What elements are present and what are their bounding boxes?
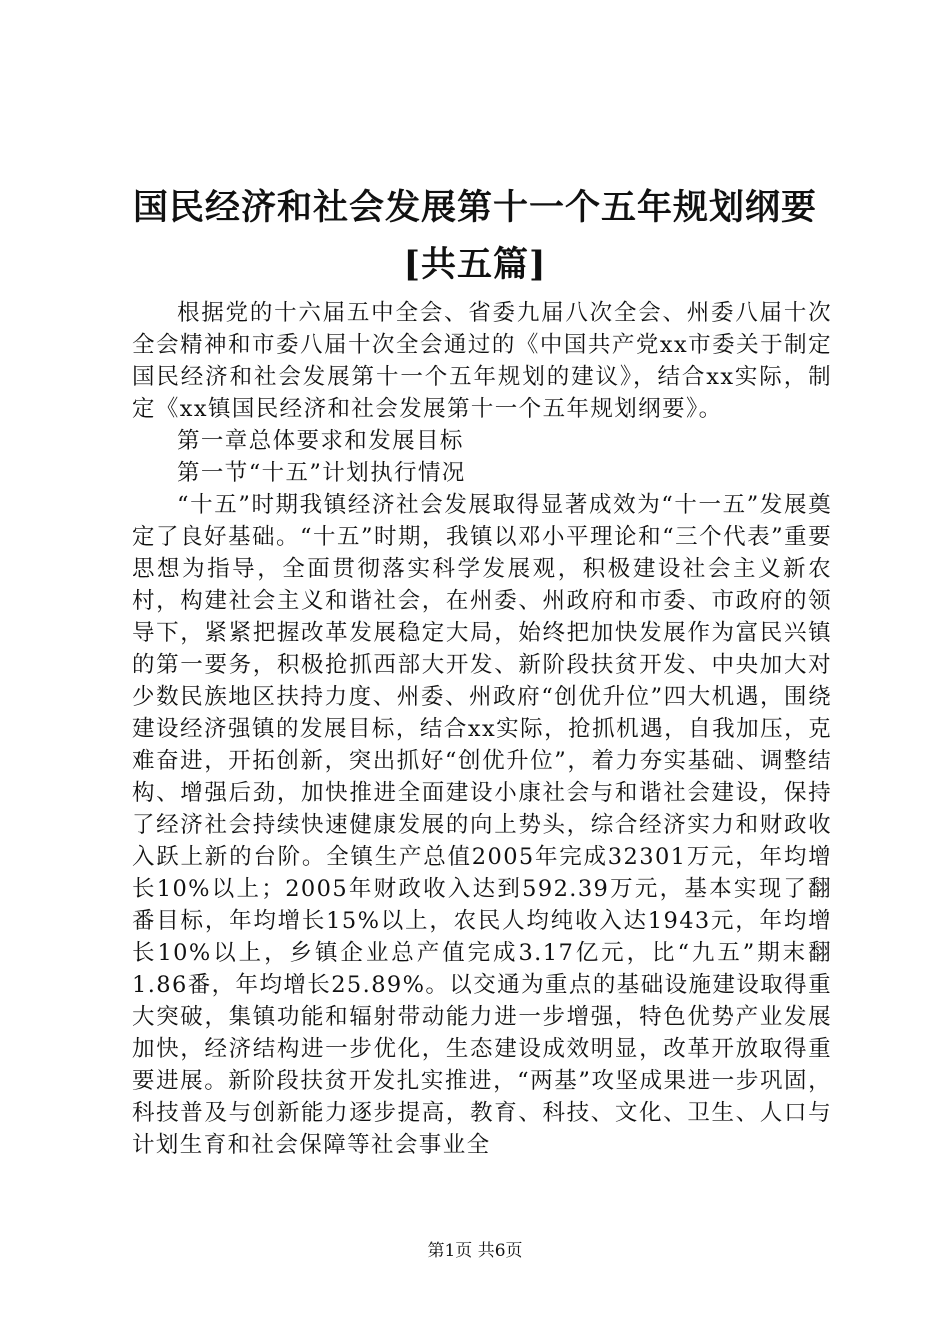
chapter-heading: 第一章总体要求和发展目标: [177, 428, 464, 454]
section-heading: 第一节“十五”计划执行情况: [177, 460, 466, 486]
body-paragraph: “十五”时期我镇经济社会发展取得显著成效为“十一五”发展奠定了良好基础。“十五”时期，我镇以邓小平理论和“三个代表”重要思想为指导，全面贯彻落实科学发展观，积极建设社会主义新农村，构建社会主义和谐社会，在州委、州政府和市委、市政府的领导下，紧紧把握改革发展稳定大局，始终把加快发展作为富民兴镇的第一要务，积极抢抓西部大开发、新阶段扶贫开发、中央加大对少数民族地区扶持力度、州委、州政府“创优升位”四大机遇，围绕建设经济强镇的发展目标，结合xx实际，抢抓机遇，自我加压，克难奋进，开拓创新，突出抓好“创优升位”，着力夯实基础、调整结构、增强后劲，加快推进全面建设小康社会与和谐社会建设，保持了经济社会持续快速健康发展的向上势头，综合经济实力和财政收入跃上新的台阶。全镇生产总值2005年完成32301万元，年均增长10%以上；2005年财政收入达到592.39万元，基本实现了翻番目标，年均增长15%以上，农民人均纯收入达1943元，年均增长10%以上，乡镇企业总产值完成3.17亿元，比“九五”期末翻1.86番，年均增长25.89%。以交通为重点的基础设施建设取得重大突破，集镇功能和辐射带动能力进一步增强，特色优势产业发展加快，经济结构进一步优化，生态建设成效明显，改革开放取得重要进展。新阶段扶贫开发扎实推进，“两基”攻坚成果进一步巩固，科技普及与创新能力逐步提高，教育、科技、文化、卫生、人口与计划生育和社会保障等社会事业全: [132, 492, 832, 1158]
document-body: [132, 297, 832, 1161]
document-subtitle: [共五篇]: [403, 244, 547, 285]
document-title: 国民经济和社会发展第十一个五年规划纲要: [132, 187, 817, 228]
intro-paragraph: 根据党的十六届五中全会、省委九届八次全会、州委八届十次全会精神和市委八届十次全会通过的《中国共产党xx市委关于制定国民经济和社会发展第十一个五年规划的建议》，结合xx实际，制定《xx镇国民经济和社会发展第十一个五年规划纲要》。: [132, 300, 832, 422]
page-number-footer: 第1页 共6页: [427, 1241, 523, 1261]
